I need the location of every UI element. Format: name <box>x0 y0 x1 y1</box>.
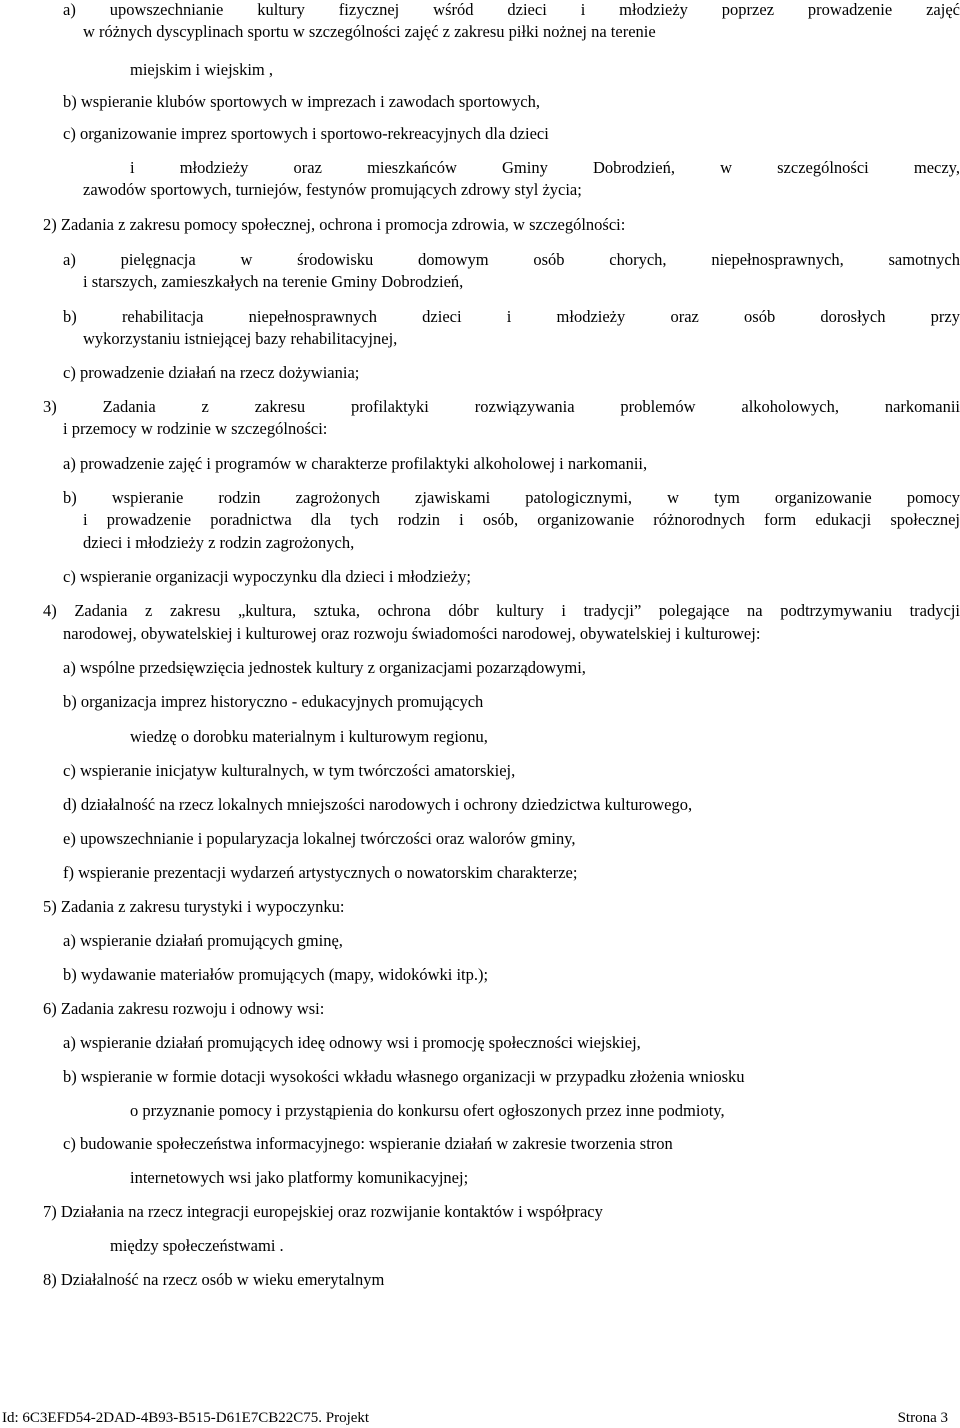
text-line: w różnych dyscyplinach sportu w szczególności zajęć z zakresu piłki nożnej na terenie <box>83 22 656 41</box>
text-line: b) wydawanie materiałów promujących (mapy, widokówki itp.); <box>63 965 489 984</box>
text-line: c) wspieranie inicjatyw kulturalnych, w tym twórczości amatorskiej, <box>63 761 516 780</box>
text-line: a) wspólne przedsięwzięcia jednostek kultury z organizacjami pozarządowymi, <box>63 658 586 677</box>
text-line: i młodzieży oraz mieszkańców Gminy Dobrodzień, w szczególności meczy, <box>130 158 960 177</box>
text-line: a) pielęgnacja w środowisku domowym osób chorych, niepełnosprawnych, samotnych <box>63 250 960 269</box>
text-line: i przemocy w rodzinie w szczególności: <box>63 419 328 438</box>
text-line: a) upowszechnianie kultury fizycznej wśród dzieci i młodzieży poprzez prowadzenie zajęć <box>63 0 960 19</box>
text-line: 4) Zadania z zakresu „kultura, sztuka, ochrona dóbr kultury i tradycji” polegające na podtrzymywaniu tradycji <box>43 601 960 620</box>
text-line: 5) Zadania z zakresu turystyki i wypoczynku: <box>43 897 345 916</box>
text-line: b) wspieranie rodzin zagrożonych zjawiskami patologicznymi, w tym organizowanie pomocy <box>63 488 960 507</box>
text-line: c) budowanie społeczeństwa informacyjnego: wspieranie działań w zakresie tworzenia stron <box>63 1134 673 1153</box>
text-line: wiedzę o dorobku materialnym i kulturowym regionu, <box>130 727 488 746</box>
text-line: wykorzystaniu istniejącej bazy rehabilitacyjnej, <box>83 329 398 348</box>
document-id-footer: Id: 6C3EFD54-2DAD-4B93-B515-D61E7CB22C75. Projekt <box>2 1410 370 1426</box>
text-line: dzieci i młodzieży z rodzin zagrożonych, <box>83 533 355 552</box>
text-line: d) działalność na rzecz lokalnych mniejszości narodowych i ochrony dziedzictwa kulturowego, <box>63 795 693 814</box>
text-line: f) wspieranie prezentacji wydarzeń artystycznych o nowatorskim charakterze; <box>63 863 578 882</box>
text-line: między społeczeństwami . <box>110 1236 284 1255</box>
text-line: 3) Zadania z zakresu profilaktyki rozwiązywania problemów alkoholowych, narkomanii <box>43 397 960 416</box>
text-line: b) rehabilitacja niepełnosprawnych dzieci i młodzieży oraz osób dorosłych przy <box>63 307 960 326</box>
text-line: a) wspieranie działań promujących gminę, <box>63 931 343 950</box>
text-line: i prowadzenie poradnictwa dla tych rodzin i osób, organizowanie różnorodnych form edukacji społecznej <box>83 510 960 529</box>
text-line: miejskim i wiejskim , <box>130 60 273 79</box>
text-line: zawodów sportowych, turniejów, festynów promujących zdrowy styl życia; <box>83 180 582 199</box>
text-line: 7) Działania na rzecz integracji europejskiej oraz rozwijanie kontaktów i współpracy <box>43 1202 603 1221</box>
text-line: i starszych, zamieszkałych na terenie Gminy Dobrodzień, <box>83 272 464 291</box>
text-line: o przyznanie pomocy i przystąpienia do konkursu ofert ogłoszonych przez inne podmioty, <box>130 1101 725 1120</box>
text-line: c) wspieranie organizacji wypoczynku dla dzieci i młodzieży; <box>63 567 471 586</box>
text-line: 8) Działalność na rzecz osób w wieku emerytalnym <box>43 1270 385 1289</box>
text-line: 2) Zadania z zakresu pomocy społecznej, ochrona i promocja zdrowia, w szczególności: <box>43 215 626 234</box>
text-line: e) upowszechnianie i popularyzacja lokalnej twórczości oraz walorów gminy, <box>63 829 576 848</box>
text-line: a) prowadzenie zajęć i programów w charakterze profilaktyki alkoholowej i narkomanii, <box>63 454 648 473</box>
text-line: c) prowadzenie działań na rzecz dożywiania; <box>63 363 360 382</box>
text-line: b) organizacja imprez historyczno - edukacyjnych promujących <box>63 692 484 711</box>
text-line: internetowych wsi jako platformy komunikacyjnej; <box>130 1168 469 1187</box>
text-line: 6) Zadania zakresu rozwoju i odnowy wsi: <box>43 999 325 1018</box>
text-line: c) organizowanie imprez sportowych i sportowo-rekreacyjnych dla dzieci <box>63 124 549 143</box>
text-line: b) wspieranie klubów sportowych w imprezach i zawodach sportowych, <box>63 92 540 111</box>
text-line: a) wspieranie działań promujących ideę odnowy wsi i promocję społeczności wiejskiej, <box>63 1033 641 1052</box>
page-number: Strona 3 <box>897 1410 948 1426</box>
text-line: b) wspieranie w formie dotacji wysokości wkładu własnego organizacji w przypadku złożenia wniosku <box>63 1067 745 1086</box>
text-line: narodowej, obywatelskiej i kulturowej oraz rozwoju świadomości narodowej, obywatelskiej i kulturowej: <box>63 624 761 643</box>
